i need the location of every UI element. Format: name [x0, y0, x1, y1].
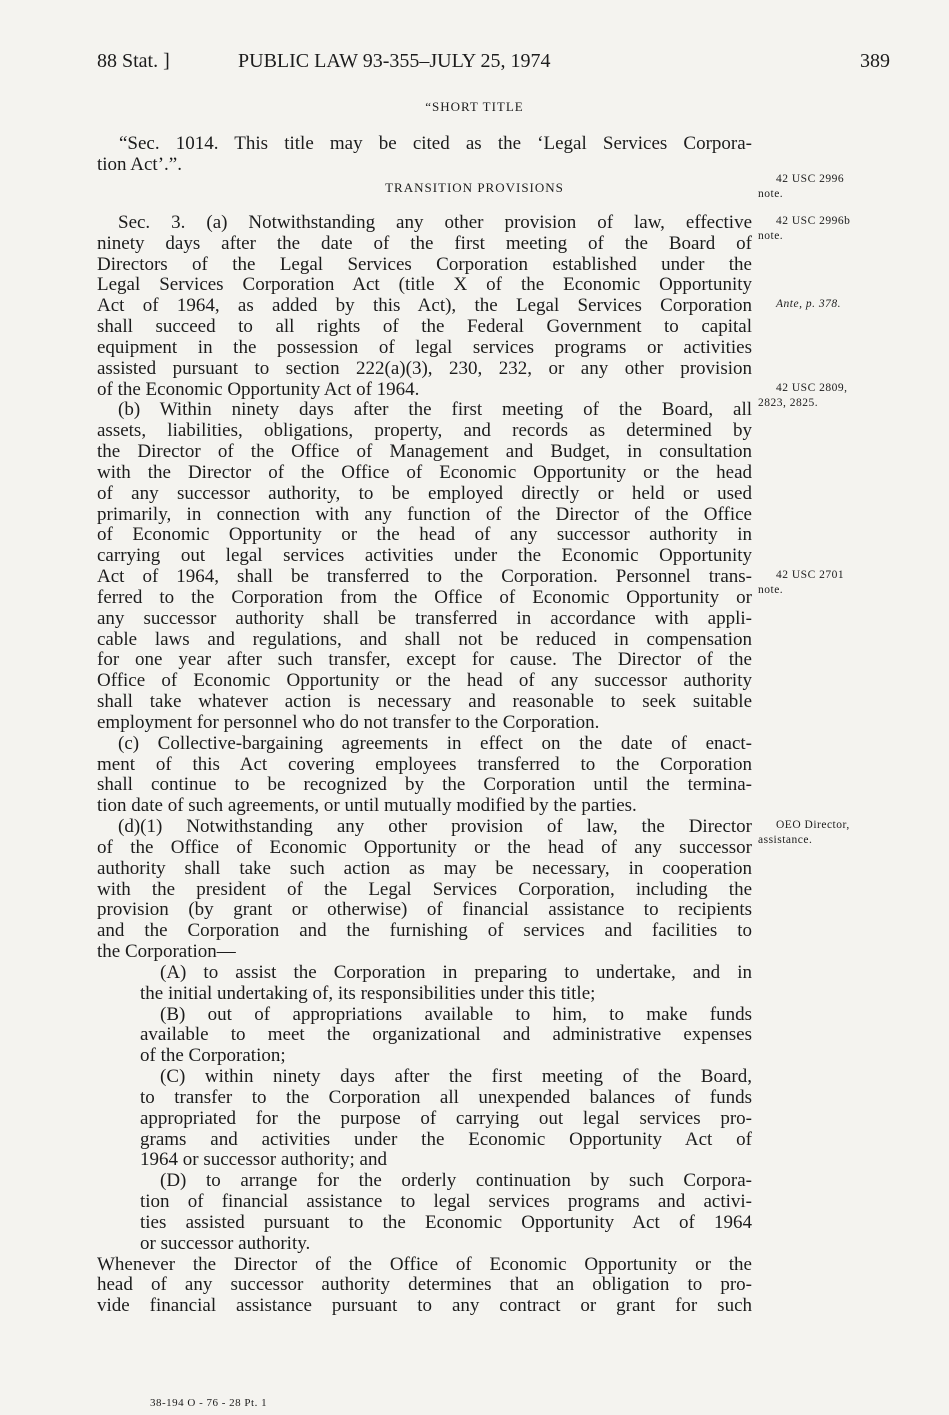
paragraph-0-line: Directors of the Legal Services Corporation established under the: [97, 253, 752, 275]
paragraph-1-line: of any successor authority, to be employed directly or held or used: [97, 482, 752, 504]
paragraph-7-line: ties assisted pursuant to the Economic Opportunity Act of 1964: [140, 1211, 752, 1233]
transition-provisions-heading: TRANSITION PROVISIONS: [385, 180, 564, 195]
margin-note-line: OEO Director,: [776, 819, 850, 832]
paragraph-1-line: shall take whatever action is necessary and reasonable to seek suitable: [97, 691, 752, 713]
paragraph-4-line: (A) to assist the Corporation in preparing to undertake, and in: [160, 961, 752, 983]
margin-note-line: 42 USC 2809,: [776, 381, 848, 394]
paragraph-2-line: ment of this Act covering employees transferred to the Corporation: [97, 753, 752, 775]
margin-note-line: 2823, 2825.: [758, 396, 819, 409]
short-title-heading: “SHORT TITLE: [425, 99, 524, 114]
paragraph-3-line: and the Corporation and the furnishing of services and facilities to: [97, 920, 752, 942]
paragraph-0-line: Sec. 3. (a) Notwithstanding any other provision of law, effective: [118, 212, 752, 233]
paragraph-1-line: employment for personnel who do not transfer to the Corporation.: [97, 711, 600, 733]
sec-1014-line: “Sec. 1014. This title may be cited as the ‘Legal Services Corpora-: [119, 133, 752, 154]
margin-note: [758, 818, 850, 848]
running-title: PUBLIC LAW 93-355–JULY 25, 1974: [238, 50, 551, 72]
paragraph-0-line: shall succeed to all rights of the Federal Government to capital: [97, 316, 752, 338]
paragraph-5-line: available to meet the organizational and administrative expenses: [140, 1024, 752, 1046]
paragraph-1-line: the Director of the Office of Management and Budget, in consultation: [97, 441, 752, 463]
margin-note-line: 42 USC 2996: [776, 173, 845, 186]
margin-note-line: Ante, p. 378.: [776, 298, 841, 311]
paragraph-8-line: Whenever the Director of the Office of Economic Opportunity or the: [97, 1253, 752, 1275]
print-footer: 38-194 O - 76 - 28 Pt. 1: [150, 1397, 268, 1409]
paragraph-1-line: Act of 1964, shall be transferred to the Corporation. Personnel trans-: [97, 566, 752, 588]
margin-note: [758, 297, 841, 312]
paragraph-0-line: of the Economic Opportunity Act of 1964.: [97, 378, 420, 400]
paragraph-6-line: (C) within ninety days after the first meeting of the Board,: [160, 1066, 752, 1088]
paragraph-1-line: with the Director of the Office of Economic Opportunity or the head: [97, 461, 752, 483]
paragraph-3-line: with the president of the Legal Services Corporation, including the: [97, 878, 752, 900]
paragraph-3-line: the Corporation—: [97, 941, 236, 963]
paragraph-6-line: 1964 or successor authority; and: [140, 1149, 387, 1171]
paragraph-1-line: of Economic Opportunity or the head of any successor authority in: [97, 524, 752, 546]
paragraph-1-line: cable laws and regulations, and shall not be reduced in compensation: [97, 628, 752, 650]
paragraph-0-line: equipment in the possession of legal services programs or activities: [97, 336, 752, 358]
paragraph-0-line: Legal Services Corporation Act (title X of the Economic Opportunity: [97, 274, 752, 296]
paragraph-8-line: head of any successor authority determines that an obligation to pro-: [97, 1274, 752, 1296]
paragraph-3-line: authority shall take such action as may be necessary, in cooperation: [97, 857, 752, 879]
paragraph-5-line: of the Corporation;: [140, 1045, 286, 1067]
paragraph-1-line: primarily, in connection with any function of the Director of the Office: [97, 503, 752, 525]
paragraph-2-line: shall continue to be recognized by the Corporation until the termina-: [97, 774, 752, 796]
paragraph-0-line: Act of 1964, as added by this Act), the Legal Services Corporation: [97, 295, 752, 317]
paragraph-0-line: ninety days after the date of the first meeting of the Board of: [97, 232, 752, 254]
margin-note-line: note.: [758, 188, 784, 201]
paragraph-3-line: of the Office of Economic Opportunity or the head of any successor: [97, 836, 752, 858]
margin-note-line: note.: [758, 230, 784, 242]
paragraph-4-line: the initial undertaking of, its responsibilities under this title;: [140, 982, 596, 1004]
paragraph-6-line: grams and activities under the Economic Opportunity Act of: [140, 1128, 752, 1150]
page-number: 389: [860, 50, 890, 72]
paragraph-3-line: provision (by grant or otherwise) of financial assistance to recipients: [97, 899, 752, 921]
paragraph-7-line: tion of financial assistance to legal services programs and activi-: [140, 1191, 752, 1212]
paragraph-8-line: vide financial assistance pursuant to any contract or grant for such: [97, 1295, 752, 1317]
paragraph-1-line: for one year after such transfer, except for cause. The Director of the: [97, 649, 752, 671]
paragraph-1-line: any successor authority shall be transferred in accordance with appli-: [97, 607, 752, 629]
paragraph-7-line: (D) to arrange for the orderly continuation by such Corpora-: [160, 1170, 752, 1192]
margin-note-line: 42 USC 2996b: [776, 215, 851, 227]
paragraph-0-line: assisted pursuant to section 222(a)(3), 230, 232, or any other provision: [97, 357, 752, 379]
margin-note-line: assistance.: [758, 834, 813, 847]
margin-note-line: 42 USC 2701: [776, 569, 845, 582]
margin-note: [758, 214, 850, 244]
sec-1014-line: tion Act’.”.: [97, 154, 182, 175]
margin-note: [758, 381, 848, 411]
paragraph-1-line: ferred to the Corporation from the Office of Economic Opportunity or: [97, 586, 752, 608]
paragraph-6-line: appropriated for the purpose of carrying out legal services pro-: [140, 1107, 752, 1129]
paragraph-1-line: assets, liabilities, obligations, property, and records as determined by: [97, 420, 752, 442]
paragraph-2-line: tion date of such agreements, or until mutually modified by the parties.: [97, 795, 637, 817]
paragraph-2-line: (c) Collective-bargaining agreements in effect on the date of enact-: [118, 732, 752, 754]
paragraph-1-line: (b) Within ninety days after the first meeting of the Board, all: [118, 399, 752, 421]
paragraph-1-line: carrying out legal services activities under the Economic Opportunity: [97, 545, 752, 567]
paragraph-6-line: to transfer to the Corporation all unexpended balances of funds: [140, 1086, 752, 1108]
margin-note-line: note.: [758, 584, 784, 597]
margin-note: [758, 568, 844, 598]
paragraph-5-line: (B) out of appropriations available to him, to make funds: [160, 1003, 752, 1025]
paragraph-1-line: Office of Economic Opportunity or the head of any successor authority: [97, 670, 752, 692]
statute-reference: 88 Stat. ]: [97, 50, 170, 72]
paragraph-3-line: (d)(1) Notwithstanding any other provision of law, the Director: [118, 816, 752, 838]
margin-note: [758, 172, 844, 202]
paragraph-7-line: or successor authority.: [140, 1232, 311, 1254]
